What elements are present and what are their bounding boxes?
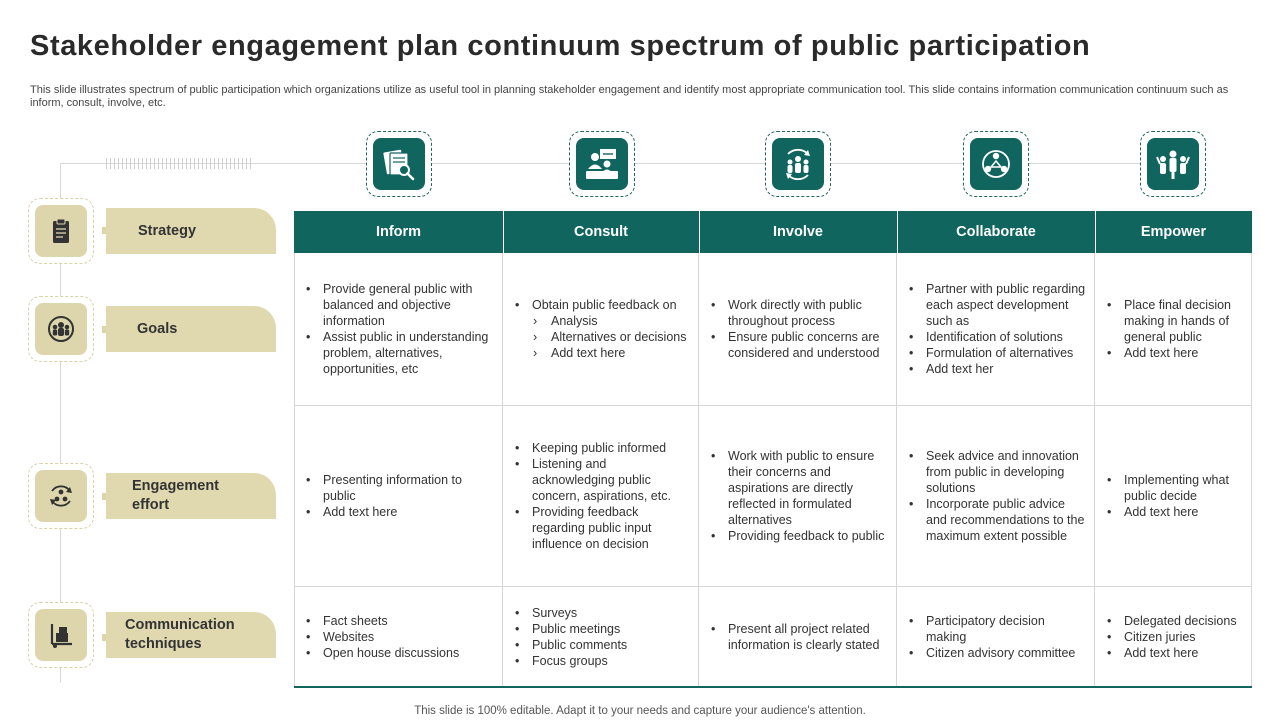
bullet-item: • Work with public to ensure their concerns and aspirations are directly reflected in formulated alternatives (709, 448, 888, 528)
strategy-row-icon (28, 198, 94, 264)
bullet-item: • Participatory decision making (907, 613, 1086, 645)
communication-techniques-row-icon (28, 602, 94, 668)
bullet-list (304, 613, 459, 661)
bullet-item: • Keeping public informed (513, 440, 690, 456)
table-cell (503, 406, 699, 587)
bullet-item: • Citizen advisory committee (907, 645, 1086, 661)
sub-bullet-item: › Add text here (513, 345, 686, 361)
bullet-item: • Websites (304, 629, 459, 645)
table-cell (897, 253, 1095, 406)
bullet-item: • Obtain public feedback on (513, 297, 686, 313)
bullet-list (907, 613, 1086, 661)
column-header-inform: Inform (294, 211, 503, 253)
bullet-list (304, 472, 494, 520)
bullet-item: • Add text here (1105, 504, 1243, 520)
table-cell (294, 587, 503, 687)
bullet-item: • Place final decision making in hands of general public (1105, 297, 1243, 345)
bullet-item: • Surveys (513, 605, 627, 621)
cycle-arrows-icon (46, 481, 76, 511)
bullet-list (513, 440, 690, 552)
table-cell (699, 253, 897, 406)
table-bottom-rule (294, 686, 1252, 688)
table-cell (503, 587, 699, 687)
bullet-list (709, 448, 888, 544)
bullet-list (513, 605, 627, 669)
sub-bullet-item: › Alternatives or decisions (513, 329, 686, 345)
table-cell (294, 406, 503, 587)
bullet-item: • Providing feedback to public (709, 528, 888, 544)
table-cell (1095, 253, 1252, 406)
bullet-item: • Partner with public regarding each aspect development such as (907, 281, 1086, 329)
bullet-item: • Add text here (1105, 345, 1243, 361)
hand-truck-icon (47, 621, 75, 649)
table-cell (503, 253, 699, 406)
bullet-list (907, 448, 1086, 544)
bullet-item: • Incorporate public advice and recommendations to the maximum extent possible (907, 496, 1086, 544)
bullet-item: • Citizen juries (1105, 629, 1237, 645)
page-subtitle: This slide illustrates spectrum of public participation which organizations utilize as useful tool in planning stakeholder engagement and identify most appropriate communication tool. This slide contains information communication continuum such as inform, consult, involve, etc. (30, 84, 1229, 109)
collaborate-stage-icon (963, 131, 1029, 197)
bullet-item: • Fact sheets (304, 613, 459, 629)
footer-note: This slide is 100% editable. Adapt it to your needs and capture your audience's attention. (414, 705, 866, 717)
header-divider (1095, 211, 1096, 253)
bullet-item: • Open house discussions (304, 645, 459, 661)
bullet-list (709, 621, 888, 653)
bullet-item: • Formulation of alternatives (907, 345, 1086, 361)
page-title: Stakeholder engagement plan continuum spectrum of public participation (30, 30, 1091, 62)
bullet-item: • Work directly with public throughout process (709, 297, 888, 329)
column-header-collaborate: Collaborate (897, 211, 1095, 253)
bullet-item: • Identification of solutions (907, 329, 1086, 345)
bullet-item: • Ensure public concerns are considered and understood (709, 329, 888, 361)
row-label-engagement-effort: Engagement effort (106, 473, 276, 519)
bullet-list (1105, 613, 1237, 661)
empower-stage-icon (1140, 131, 1206, 197)
goals-row-icon (28, 296, 94, 362)
engagement-effort-row-icon (28, 463, 94, 529)
bullet-item: • Implementing what public decide (1105, 472, 1243, 504)
inform-stage-icon (366, 131, 432, 197)
table-cell (699, 587, 897, 687)
table-cell (1095, 587, 1252, 687)
column-header-consult: Consult (503, 211, 699, 253)
decorative-ticks (106, 158, 251, 169)
bullet-item: • Add text her (907, 361, 1086, 377)
header-divider (699, 211, 700, 253)
clipboard-icon (49, 217, 73, 245)
bullet-list (1105, 472, 1243, 520)
bullet-item: • Assist public in understanding problem, alternatives, opportunities, etc (304, 329, 494, 377)
column-header-involve: Involve (699, 211, 897, 253)
bullet-item: • Seek advice and innovation from public in developing solutions (907, 448, 1086, 496)
bullet-list (709, 297, 888, 361)
involve-stage-icon (765, 131, 831, 197)
bullet-item: • Add text here (1105, 645, 1237, 661)
bullet-item: • Public comments (513, 637, 627, 653)
row-label-goals: Goals (106, 306, 276, 352)
bullet-item: • Focus groups (513, 653, 627, 669)
target-group-icon (46, 314, 76, 344)
table-cell (1095, 406, 1252, 587)
column-header-empower: Empower (1095, 211, 1252, 253)
bullet-item: • Add text here (304, 504, 494, 520)
bullet-item: • Listening and acknowledging public concern, aspirations, etc. (513, 456, 690, 504)
table-cell (897, 587, 1095, 687)
table-cell (294, 253, 503, 406)
bullet-list (907, 281, 1086, 377)
bullet-item: • Public meetings (513, 621, 627, 637)
row-label-communication-techniques: Communication techniques (106, 612, 276, 658)
bullet-list (513, 297, 686, 361)
bullet-item: • Delegated decisions (1105, 613, 1237, 629)
documents-search-icon (380, 145, 418, 183)
header-divider (897, 211, 898, 253)
consult-stage-icon (569, 131, 635, 197)
bullet-item: • Presenting information to public (304, 472, 494, 504)
team-network-icon (977, 145, 1015, 183)
table-cell (699, 406, 897, 587)
bullet-item: • Provide general public with balanced and objective information (304, 281, 494, 329)
people-raised-hands-icon (1154, 145, 1192, 183)
table-cell (897, 406, 1095, 587)
bullet-item: • Providing feedback regarding public input influence on decision (513, 504, 690, 552)
sub-bullet-item: › Analysis (513, 313, 686, 329)
header-divider (503, 211, 504, 253)
group-cycle-icon (779, 145, 817, 183)
meeting-presentation-icon (583, 145, 621, 183)
row-label-strategy: Strategy (106, 208, 276, 254)
bullet-list (1105, 297, 1243, 361)
bullet-list (304, 281, 494, 377)
bullet-item: • Present all project related information is clearly stated (709, 621, 888, 653)
